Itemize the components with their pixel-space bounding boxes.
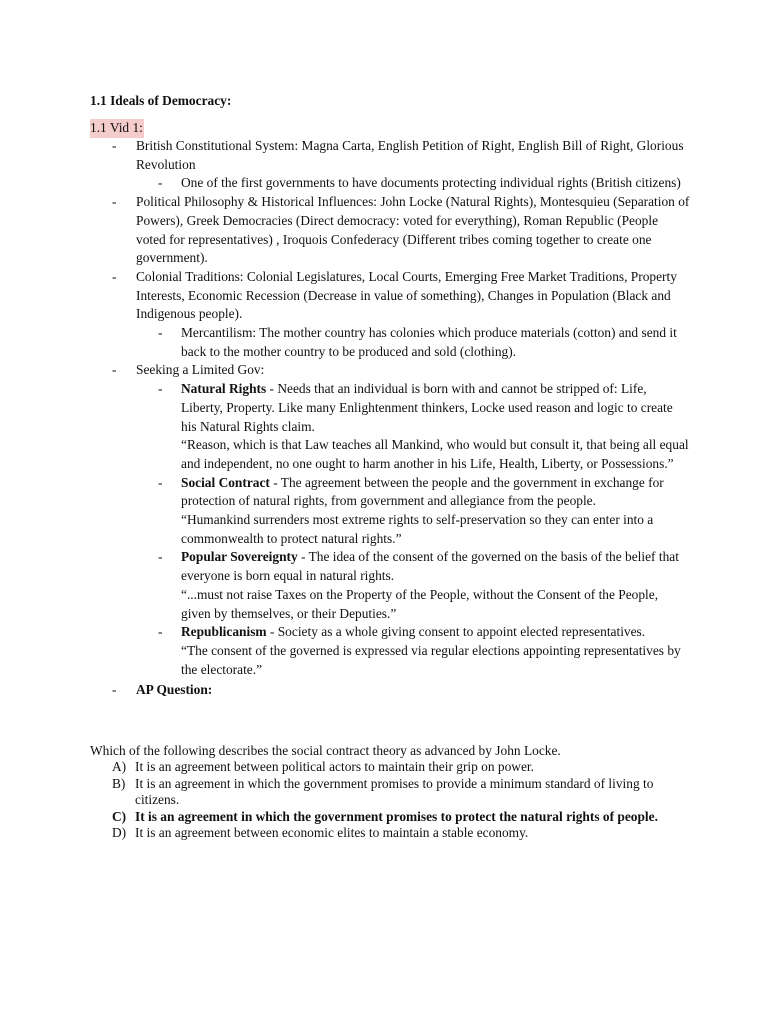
sub-list <box>136 380 690 679</box>
option-letter: A) <box>112 759 127 775</box>
sub-item-text: One of the first governments to have documents protecting individual rights (British citizens) <box>181 175 681 191</box>
bullet-dash: - <box>158 325 163 341</box>
list-item <box>90 268 690 362</box>
option-letter: B) <box>112 775 126 791</box>
video-subheading: 1.1 Vid 1: <box>90 119 144 138</box>
question-prompt: Which of the following describes the social contract theory as advanced by John Locke. <box>90 743 561 758</box>
option-text: It is an agreement in which the government promises to protect the natural rights of people. <box>135 808 658 824</box>
sub-list-item <box>136 380 690 474</box>
item-text: Seeking a Limited Gov: <box>136 362 265 378</box>
bullet-dash: - <box>158 624 163 640</box>
bullet-dash: - <box>112 682 117 698</box>
term-social-contract: Social Contract <box>181 474 270 490</box>
list-item <box>90 361 690 679</box>
bullet-dash: - <box>158 381 163 397</box>
list-item <box>90 193 690 268</box>
answer-option-d <box>90 825 690 841</box>
answer-option-b <box>90 776 690 809</box>
bullet-dash: - <box>112 268 117 284</box>
answer-option-a <box>90 759 690 775</box>
list-item <box>90 681 690 700</box>
quote-text: “...must not raise Taxes on the Property of the People, without the Consent of the People, given by themselves, or their Deputies.” <box>181 586 659 621</box>
quote-text: “The consent of the governed is expressed via regular elections appointing representatives by the electorate.” <box>181 642 681 677</box>
term-definition: - The agreement between the people and the government in exchange for protection of natural rights, from government and allegiance from the people. <box>181 474 664 509</box>
option-text: It is an agreement between economic elites to maintain a stable economy. <box>135 825 529 841</box>
answer-options <box>90 759 690 841</box>
sub-list <box>136 324 690 361</box>
option-letter: C) <box>112 808 127 824</box>
bullet-dash: - <box>158 474 163 490</box>
option-text: It is an agreement between political actors to maintain their grip on power. <box>135 759 534 775</box>
outline-list <box>90 137 690 700</box>
quote-text: “Humankind surrenders most extreme rights to self-preservation so they can enter into a commonwealth to protect natural rights.” <box>181 512 654 546</box>
bullet-dash: - <box>112 138 117 153</box>
sub-list-item <box>136 324 690 361</box>
term-definition: - The idea of the consent of the governed on the basis of the belief that everyone is born equal in natural rights. <box>181 549 679 584</box>
term-republicanism: Republicanism <box>181 624 267 640</box>
sub-list-item <box>136 174 690 193</box>
item-text: British Constitutional System: Magna Carta, English Petition of Right, English Bill of Right, Glorious Revolution <box>136 138 684 172</box>
sub-item-text: Mercantilism: The mother country has colonies which produce materials (cotton) and send it back to the mother country to be produced and sold (clothing). <box>181 325 677 359</box>
term-popular-sovereignty: Popular Sovereignty <box>181 549 298 565</box>
quote-text: “Reason, which is that Law teaches all Mankind, who would but consult it, that being all equal and independent, no one ought to harm another in his Life, Health, Liberty, or Possessions.” <box>181 437 689 471</box>
term-definition: - Society as a whole giving consent to appoint elected representatives. <box>266 624 646 640</box>
term-natural-rights: Natural Rights <box>181 381 267 397</box>
item-text: Colonial Traditions: Colonial Legislatures, Local Courts, Emerging Free Market Traditions, Property Interests, Economic Recession (Decrease in value of something), Changes in Population (Black and Indigenous people). <box>136 268 677 322</box>
ap-question <box>90 743 690 841</box>
bullet-dash: - <box>112 362 117 378</box>
term-definition: - Needs that an individual is born with and cannot be stripped of: Life, Liberty, Property. Like many Enlightenment thinkers, Locke used reason and logic to create his Natural Rights claim. <box>181 381 673 434</box>
sub-list-item <box>136 474 690 549</box>
item-text: Political Philosophy & Historical Influences: John Locke (Natural Rights), Montesquieu (Separation of Powers), Greek Democracies (Direct democracy: voted for everything), Roman Republic (People voted for representatives) , Iroquois Confederacy (Different tribes coming together to create one government). <box>136 194 690 266</box>
option-text: It is an agreement in which the government promises to provide a minimum standard of living to citizens. <box>135 775 654 808</box>
option-letter: D) <box>112 825 127 841</box>
sub-list-item <box>136 623 690 679</box>
ap-question-label: AP Question: <box>136 682 213 698</box>
sub-list <box>136 174 690 193</box>
sub-list-item <box>136 548 690 623</box>
answer-option-c <box>90 809 690 825</box>
bullet-dash: - <box>112 194 117 210</box>
bullet-dash: - <box>158 549 163 565</box>
list-item <box>90 137 690 193</box>
bullet-dash: - <box>158 175 163 191</box>
section-heading: 1.1 Ideals of Democracy: <box>90 93 232 108</box>
